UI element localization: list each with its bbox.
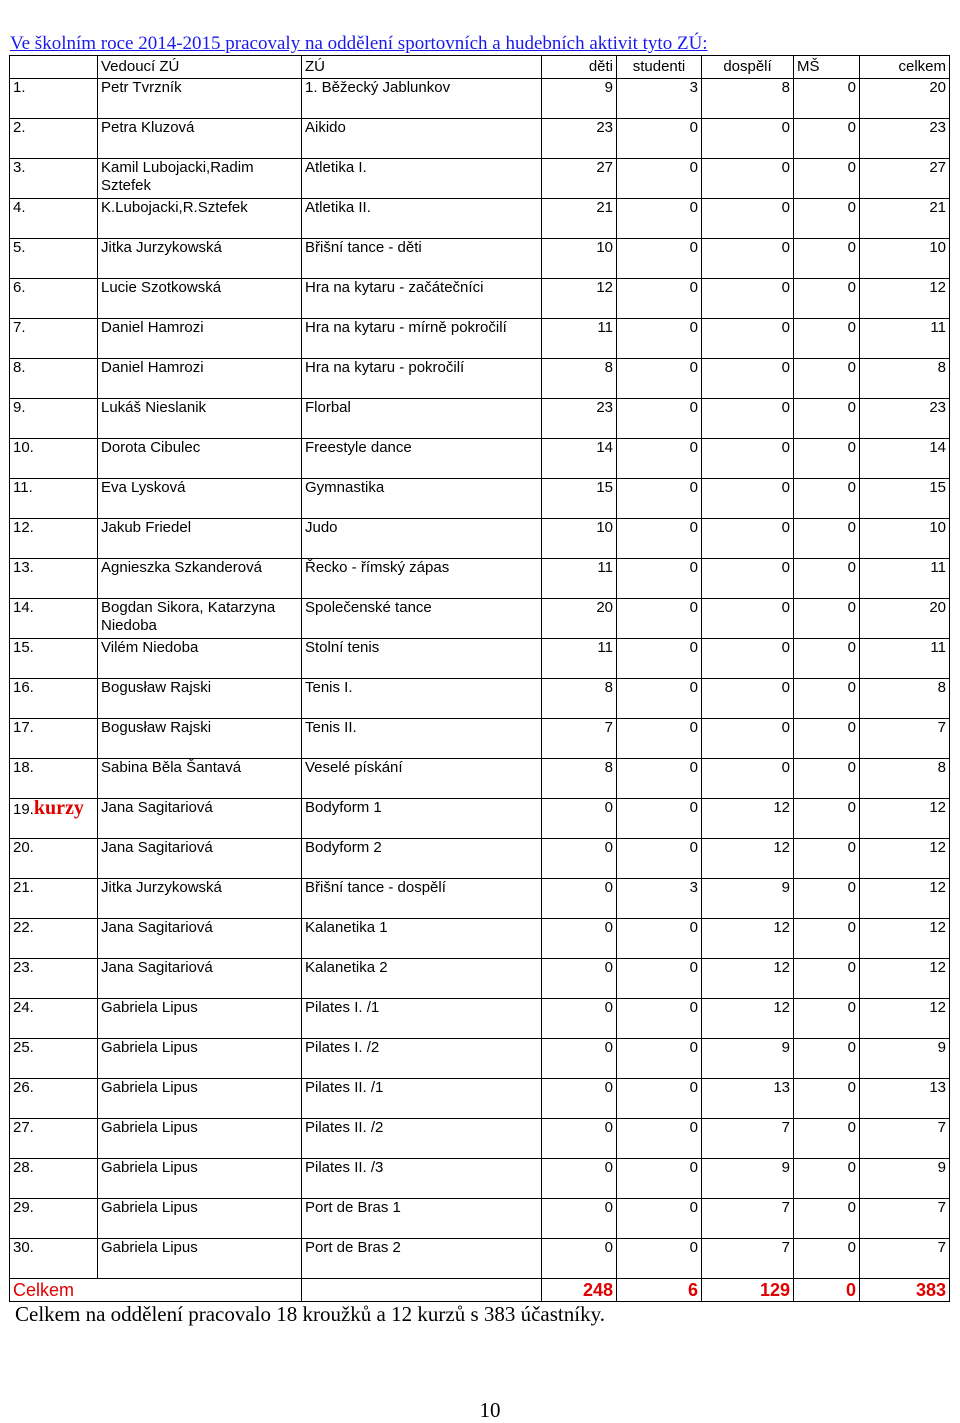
cell-children: 10 <box>542 239 617 279</box>
cell-total: 7 <box>860 1119 950 1159</box>
cell-adults: 0 <box>702 639 794 679</box>
cell-students: 3 <box>617 879 702 919</box>
cell-lecturer: Gabriela Lipus <box>98 1199 302 1239</box>
cell-total: 8 <box>860 759 950 799</box>
cell-students: 0 <box>617 919 702 959</box>
cell-lecturer: Jana Sagitariová <box>98 839 302 879</box>
cell-no: 26. <box>10 1079 98 1119</box>
table-row <box>10 799 950 839</box>
cell-adults: 7 <box>702 1119 794 1159</box>
cell-total: 12 <box>860 999 950 1039</box>
cell-students: 0 <box>617 479 702 519</box>
cell-adults: 13 <box>702 1079 794 1119</box>
cell-total: 12 <box>860 279 950 319</box>
cell-children: 7 <box>542 719 617 759</box>
cell-lecturer: Vilém Niedoba <box>98 639 302 679</box>
cell-students: 0 <box>617 399 702 439</box>
cell-lecturer: K.Lubojacki,R.Sztefek <box>98 199 302 239</box>
cell-children: 9 <box>542 79 617 119</box>
cell-adults: 0 <box>702 599 794 639</box>
cell-no: 11. <box>10 479 98 519</box>
cell-lecturer: Sabina Běla Šantavá <box>98 759 302 799</box>
table-row <box>10 879 950 919</box>
cell-lecturer: Kamil Lubojacki,Radim Sztefek <box>98 159 302 199</box>
cell-children: 15 <box>542 479 617 519</box>
totals-ms: 0 <box>794 1279 860 1302</box>
cell-students: 0 <box>617 119 702 159</box>
cell-students: 0 <box>617 1159 702 1199</box>
cell-lecturer: Gabriela Lipus <box>98 1119 302 1159</box>
cell-lecturer: Gabriela Lipus <box>98 1079 302 1119</box>
cell-students: 0 <box>617 199 702 239</box>
cell-no: 10. <box>10 439 98 479</box>
cell-children: 0 <box>542 919 617 959</box>
table-row <box>10 919 950 959</box>
cell-no: 3. <box>10 159 98 199</box>
cell-children: 10 <box>542 519 617 559</box>
cell-adults: 0 <box>702 119 794 159</box>
cell-no: 27. <box>10 1119 98 1159</box>
cell-activity: Florbal <box>302 399 542 439</box>
table-row <box>10 1239 950 1279</box>
cell-activity: Tenis I. <box>302 679 542 719</box>
cell-students: 0 <box>617 639 702 679</box>
cell-students: 0 <box>617 799 702 839</box>
cell-children: 8 <box>542 759 617 799</box>
cell-activity: Kalanetika 1 <box>302 919 542 959</box>
table-row <box>10 759 950 799</box>
cell-no: 5. <box>10 239 98 279</box>
cell-ms: 0 <box>794 679 860 719</box>
cell-lecturer: Gabriela Lipus <box>98 1239 302 1279</box>
cell-ms: 0 <box>794 1199 860 1239</box>
cell-lecturer: Gabriela Lipus <box>98 999 302 1039</box>
cell-total: 7 <box>860 1239 950 1279</box>
cell-no: 29. <box>10 1199 98 1239</box>
cell-ms: 0 <box>794 999 860 1039</box>
cell-students: 0 <box>617 759 702 799</box>
header-children: děti <box>542 56 617 79</box>
totals-total: 383 <box>860 1279 950 1302</box>
cell-adults: 0 <box>702 359 794 399</box>
cell-children: 23 <box>542 399 617 439</box>
cell-total: 9 <box>860 1159 950 1199</box>
cell-total: 12 <box>860 959 950 999</box>
kurzy-label: kurzy <box>33 798 84 819</box>
table-row <box>10 79 950 119</box>
cell-lecturer: Petra Kluzová <box>98 119 302 159</box>
cell-lecturer: Petr Tvrzník <box>98 79 302 119</box>
cell-no: 24. <box>10 999 98 1039</box>
cell-adults: 0 <box>702 239 794 279</box>
cell-lecturer: Daniel Hamrozi <box>98 319 302 359</box>
cell-total: 10 <box>860 239 950 279</box>
cell-adults: 0 <box>702 759 794 799</box>
table-row <box>10 119 950 159</box>
cell-activity: Atletika I. <box>302 159 542 199</box>
cell-adults: 9 <box>702 1159 794 1199</box>
cell-activity: Gymnastika <box>302 479 542 519</box>
totals-students: 6 <box>617 1279 702 1302</box>
cell-adults: 0 <box>702 679 794 719</box>
cell-adults: 0 <box>702 159 794 199</box>
cell-adults: 12 <box>702 959 794 999</box>
cell-children: 0 <box>542 999 617 1039</box>
cell-total: 13 <box>860 1079 950 1119</box>
header-adults: dospělí <box>702 56 794 79</box>
cell-total: 23 <box>860 119 950 159</box>
cell-activity: Kalanetika 2 <box>302 959 542 999</box>
cell-children: 0 <box>542 1159 617 1199</box>
cell-students: 0 <box>617 839 702 879</box>
cell-lecturer: Daniel Hamrozi <box>98 359 302 399</box>
cell-no: 25. <box>10 1039 98 1079</box>
cell-no: 22. <box>10 919 98 959</box>
activities-table <box>9 55 950 1302</box>
cell-total: 12 <box>860 879 950 919</box>
cell-children: 0 <box>542 1199 617 1239</box>
cell-children: 8 <box>542 679 617 719</box>
table-row <box>10 1039 950 1079</box>
cell-ms: 0 <box>794 919 860 959</box>
cell-total: 11 <box>860 559 950 599</box>
totals-adults: 129 <box>702 1279 794 1302</box>
cell-ms: 0 <box>794 79 860 119</box>
totals-row <box>10 1279 950 1302</box>
cell-children: 20 <box>542 599 617 639</box>
table-row <box>10 559 950 599</box>
table-row <box>10 1199 950 1239</box>
cell-activity: Hra na kytaru - začátečníci <box>302 279 542 319</box>
cell-lecturer: Bogdan Sikora, Katarzyna Niedoba <box>98 599 302 639</box>
cell-lecturer: Gabriela Lipus <box>98 1039 302 1079</box>
cell-ms: 0 <box>794 119 860 159</box>
table-row <box>10 839 950 879</box>
cell-no: 9. <box>10 399 98 439</box>
cell-students: 0 <box>617 959 702 999</box>
cell-children: 0 <box>542 879 617 919</box>
cell-no: 8. <box>10 359 98 399</box>
cell-ms: 0 <box>794 719 860 759</box>
cell-lecturer: Jana Sagitariová <box>98 959 302 999</box>
cell-ms: 0 <box>794 1119 860 1159</box>
totals-label: Celkem <box>10 1279 302 1302</box>
cell-activity: Aikido <box>302 119 542 159</box>
cell-adults: 0 <box>702 439 794 479</box>
cell-adults: 0 <box>702 279 794 319</box>
cell-no: 19.kurzy <box>10 799 98 839</box>
cell-no: 14. <box>10 599 98 639</box>
cell-activity: Řecko - římský zápas <box>302 559 542 599</box>
cell-children: 0 <box>542 839 617 879</box>
cell-lecturer: Bogusław Rajski <box>98 719 302 759</box>
cell-activity: Tenis II. <box>302 719 542 759</box>
cell-ms: 0 <box>794 159 860 199</box>
table-row <box>10 599 950 639</box>
cell-adults: 7 <box>702 1239 794 1279</box>
cell-ms: 0 <box>794 879 860 919</box>
cell-students: 0 <box>617 319 702 359</box>
cell-students: 0 <box>617 1119 702 1159</box>
cell-lecturer: Gabriela Lipus <box>98 1159 302 1199</box>
table-row <box>10 959 950 999</box>
table-header <box>10 56 950 79</box>
cell-activity: Port de Bras 2 <box>302 1239 542 1279</box>
table-body <box>10 79 950 1279</box>
cell-students: 3 <box>617 79 702 119</box>
cell-adults: 0 <box>702 399 794 439</box>
cell-total: 12 <box>860 919 950 959</box>
cell-activity: Pilates I. /2 <box>302 1039 542 1079</box>
cell-adults: 9 <box>702 1039 794 1079</box>
cell-students: 0 <box>617 679 702 719</box>
cell-activity: Judo <box>302 519 542 559</box>
header-no <box>10 56 98 79</box>
cell-activity: Hra na kytaru - mírně pokročilí <box>302 319 542 359</box>
cell-adults: 12 <box>702 999 794 1039</box>
cell-activity: Bodyform 2 <box>302 839 542 879</box>
cell-total: 10 <box>860 519 950 559</box>
cell-ms: 0 <box>794 599 860 639</box>
cell-children: 8 <box>542 359 617 399</box>
cell-students: 0 <box>617 519 702 559</box>
cell-children: 11 <box>542 559 617 599</box>
cell-children: 11 <box>542 319 617 359</box>
cell-no: 13. <box>10 559 98 599</box>
table-row <box>10 1159 950 1199</box>
cell-no: 7. <box>10 319 98 359</box>
header-activity: ZÚ <box>302 56 542 79</box>
table-row <box>10 479 950 519</box>
cell-adults: 12 <box>702 839 794 879</box>
cell-adults: 0 <box>702 479 794 519</box>
table-row <box>10 279 950 319</box>
cell-lecturer: Jakub Friedel <box>98 519 302 559</box>
table-row <box>10 519 950 559</box>
cell-ms: 0 <box>794 239 860 279</box>
cell-total: 9 <box>860 1039 950 1079</box>
cell-children: 0 <box>542 1239 617 1279</box>
cell-ms: 0 <box>794 959 860 999</box>
cell-no: 12. <box>10 519 98 559</box>
cell-lecturer: Bogusław Rajski <box>98 679 302 719</box>
cell-total: 12 <box>860 839 950 879</box>
cell-adults: 0 <box>702 319 794 359</box>
cell-total: 8 <box>860 679 950 719</box>
page-number: 10 <box>479 1398 501 1422</box>
cell-no: 20. <box>10 839 98 879</box>
cell-students: 0 <box>617 279 702 319</box>
cell-children: 12 <box>542 279 617 319</box>
table-row <box>10 679 950 719</box>
table-row <box>10 399 950 439</box>
cell-activity: Břišní tance - dospělí <box>302 879 542 919</box>
cell-no: 18. <box>10 759 98 799</box>
cell-ms: 0 <box>794 319 860 359</box>
table-row <box>10 999 950 1039</box>
cell-ms: 0 <box>794 639 860 679</box>
cell-students: 0 <box>617 1079 702 1119</box>
cell-children: 0 <box>542 1079 617 1119</box>
cell-total: 7 <box>860 1199 950 1239</box>
cell-ms: 0 <box>794 519 860 559</box>
cell-students: 0 <box>617 239 702 279</box>
cell-ms: 0 <box>794 279 860 319</box>
cell-ms: 0 <box>794 799 860 839</box>
cell-total: 12 <box>860 799 950 839</box>
cell-ms: 0 <box>794 359 860 399</box>
table-row <box>10 359 950 399</box>
cell-lecturer: Lucie Szotkowská <box>98 279 302 319</box>
cell-ms: 0 <box>794 199 860 239</box>
table-row <box>10 159 950 199</box>
cell-no: 16. <box>10 679 98 719</box>
cell-no: 17. <box>10 719 98 759</box>
cell-children: 0 <box>542 959 617 999</box>
cell-lecturer: Agnieszka Szkanderová <box>98 559 302 599</box>
cell-activity: Břišní tance - děti <box>302 239 542 279</box>
cell-children: 27 <box>542 159 617 199</box>
cell-children: 14 <box>542 439 617 479</box>
cell-children: 21 <box>542 199 617 239</box>
cell-total: 14 <box>860 439 950 479</box>
header-students: studenti <box>617 56 702 79</box>
cell-lecturer: Jana Sagitariová <box>98 919 302 959</box>
cell-adults: 0 <box>702 199 794 239</box>
cell-no: 15. <box>10 639 98 679</box>
cell-ms: 0 <box>794 399 860 439</box>
cell-students: 0 <box>617 719 702 759</box>
cell-total: 27 <box>860 159 950 199</box>
cell-activity: Pilates I. /1 <box>302 999 542 1039</box>
page-title: Ve školním roce 2014-2015 pracovaly na oddělení sportovních a hudebních aktivit tyto ZÚ: <box>10 33 708 54</box>
cell-total: 15 <box>860 479 950 519</box>
cell-adults: 9 <box>702 879 794 919</box>
cell-no: 23. <box>10 959 98 999</box>
cell-no: 28. <box>10 1159 98 1199</box>
cell-lecturer: Eva Lysková <box>98 479 302 519</box>
cell-activity: Atletika II. <box>302 199 542 239</box>
cell-no: 6. <box>10 279 98 319</box>
cell-adults: 8 <box>702 79 794 119</box>
cell-ms: 0 <box>794 839 860 879</box>
table-row <box>10 1079 950 1119</box>
cell-students: 0 <box>617 999 702 1039</box>
cell-ms: 0 <box>794 559 860 599</box>
table-row <box>10 439 950 479</box>
cell-children: 0 <box>542 1119 617 1159</box>
cell-no: 30. <box>10 1239 98 1279</box>
table-row <box>10 719 950 759</box>
cell-students: 0 <box>617 1199 702 1239</box>
cell-activity: Společenské tance <box>302 599 542 639</box>
cell-no: 1. <box>10 79 98 119</box>
table-row <box>10 199 950 239</box>
cell-students: 0 <box>617 599 702 639</box>
cell-lecturer: Jitka Jurzykowská <box>98 879 302 919</box>
cell-no: 2. <box>10 119 98 159</box>
cell-activity: Stolní tenis <box>302 639 542 679</box>
cell-total: 21 <box>860 199 950 239</box>
cell-adults: 12 <box>702 919 794 959</box>
cell-lecturer: Jana Sagitariová <box>98 799 302 839</box>
cell-ms: 0 <box>794 1159 860 1199</box>
cell-children: 0 <box>542 1039 617 1079</box>
cell-no: 21. <box>10 879 98 919</box>
cell-students: 0 <box>617 1239 702 1279</box>
cell-no: 4. <box>10 199 98 239</box>
cell-adults: 0 <box>702 559 794 599</box>
cell-lecturer: Jitka Jurzykowská <box>98 239 302 279</box>
cell-total: 23 <box>860 399 950 439</box>
cell-activity: Freestyle dance <box>302 439 542 479</box>
cell-ms: 0 <box>794 759 860 799</box>
cell-ms: 0 <box>794 1239 860 1279</box>
header-lecturer: Vedoucí ZÚ <box>98 56 302 79</box>
cell-adults: 7 <box>702 1199 794 1239</box>
cell-total: 20 <box>860 79 950 119</box>
cell-children: 23 <box>542 119 617 159</box>
header-ms: MŠ <box>794 56 860 79</box>
cell-students: 0 <box>617 359 702 399</box>
table-row <box>10 239 950 279</box>
cell-lecturer: Lukáš Nieslanik <box>98 399 302 439</box>
cell-students: 0 <box>617 559 702 599</box>
table-row <box>10 1119 950 1159</box>
cell-activity: Pilates II. /1 <box>302 1079 542 1119</box>
cell-total: 11 <box>860 319 950 359</box>
cell-students: 0 <box>617 1039 702 1079</box>
cell-adults: 0 <box>702 719 794 759</box>
cell-ms: 0 <box>794 439 860 479</box>
cell-students: 0 <box>617 159 702 199</box>
cell-total: 11 <box>860 639 950 679</box>
cell-children: 0 <box>542 799 617 839</box>
cell-total: 7 <box>860 719 950 759</box>
cell-students: 0 <box>617 439 702 479</box>
table-row <box>10 319 950 359</box>
totals-empty <box>302 1279 542 1302</box>
cell-activity: 1. Běžecký Jablunkov <box>302 79 542 119</box>
cell-activity: Bodyform 1 <box>302 799 542 839</box>
cell-activity: Hra na kytaru - pokročilí <box>302 359 542 399</box>
cell-ms: 0 <box>794 479 860 519</box>
cell-total: 8 <box>860 359 950 399</box>
totals-children: 248 <box>542 1279 617 1302</box>
cell-activity: Veselé pískání <box>302 759 542 799</box>
header-total: celkem <box>860 56 950 79</box>
cell-ms: 0 <box>794 1079 860 1119</box>
cell-ms: 0 <box>794 1039 860 1079</box>
summary-text: Celkem na oddělení pracovalo 18 kroužků a 12 kurzů s 383 účastníky. <box>15 1302 605 1326</box>
cell-total: 20 <box>860 599 950 639</box>
cell-activity: Pilates II. /3 <box>302 1159 542 1199</box>
cell-activity: Pilates II. /2 <box>302 1119 542 1159</box>
cell-children: 11 <box>542 639 617 679</box>
table-row <box>10 639 950 679</box>
cell-activity: Port de Bras 1 <box>302 1199 542 1239</box>
cell-lecturer: Dorota Cibulec <box>98 439 302 479</box>
cell-adults: 0 <box>702 519 794 559</box>
cell-adults: 12 <box>702 799 794 839</box>
